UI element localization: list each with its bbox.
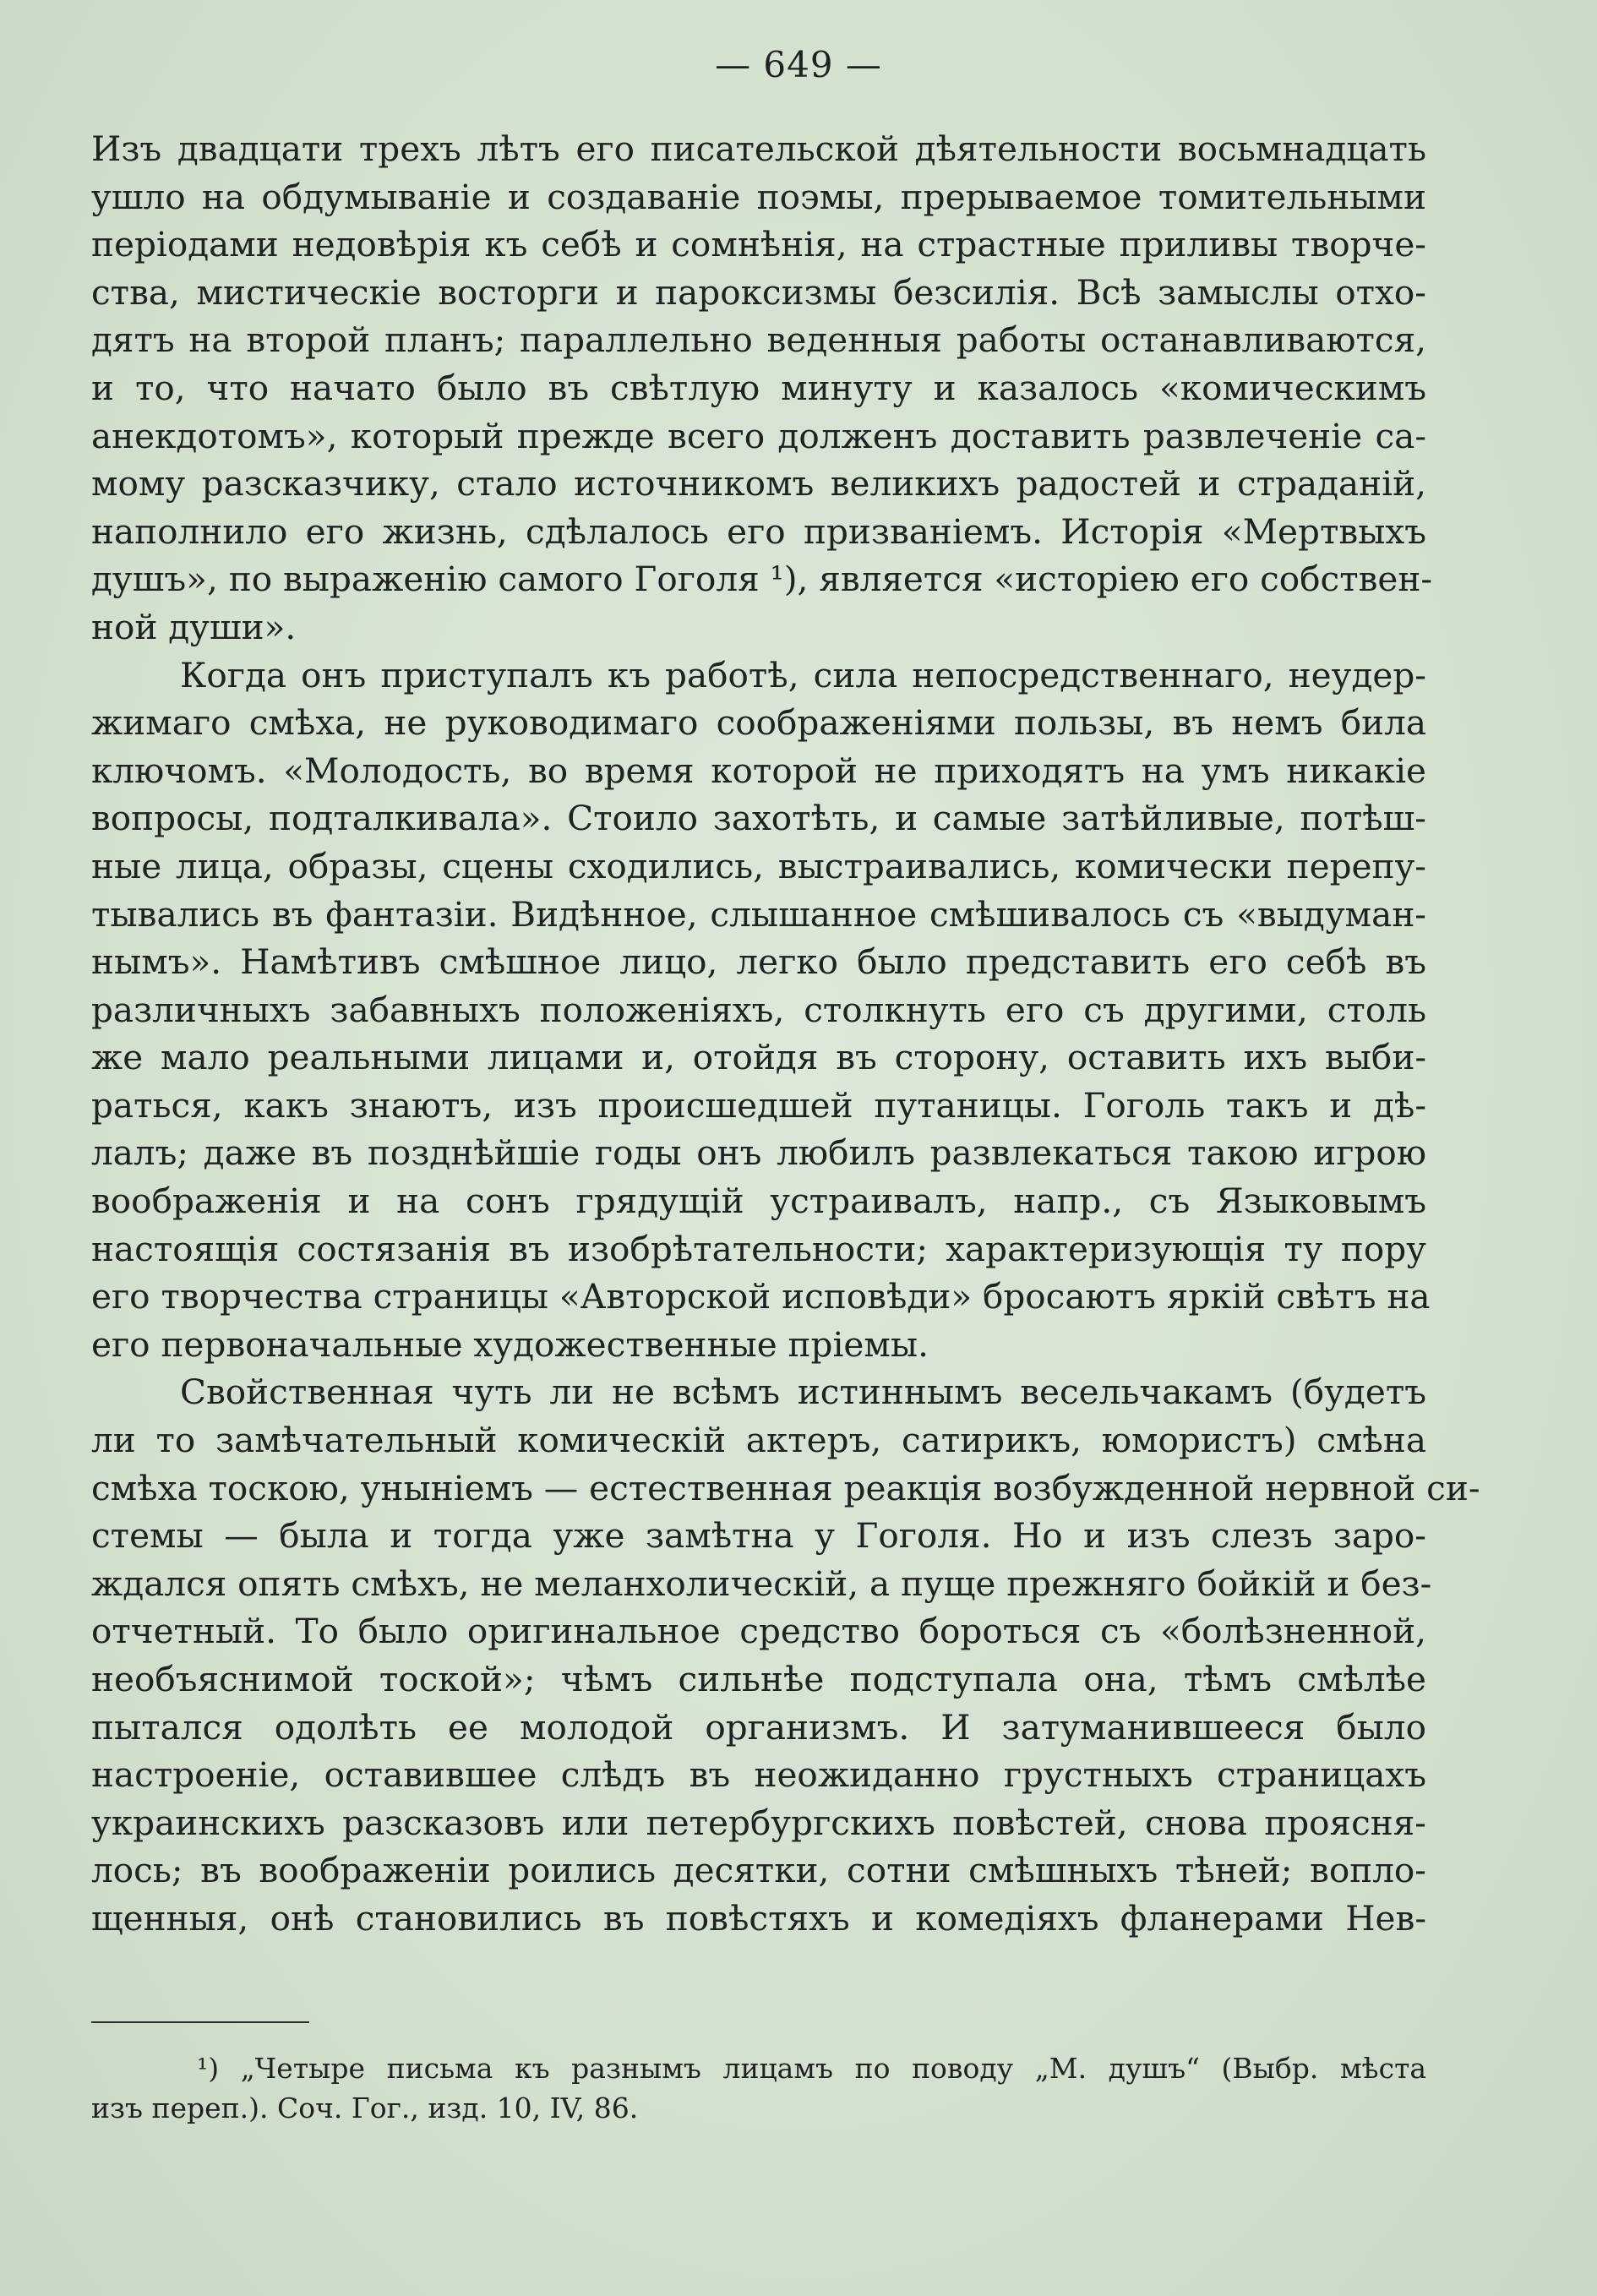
text-line: настоящія состязанія въ изобрѣтательности; характеризующія ту пору (91, 1228, 1426, 1269)
text-line: Когда онъ приступалъ къ работѣ, сила непосредственнаго, неудер- (180, 654, 1426, 695)
text-line: ждался опять смѣхъ, не меланхолическій, а пуще прежняго бойкій и без- (91, 1562, 1432, 1604)
footnote-line: ¹) „Четыре письма къ разнымъ лицамъ по поводу „М. душъ“ (Выбр. мѣста (197, 2052, 1426, 2085)
text-line: наполнило его жизнь, сдѣлалось его призваніемъ. Исторія «Мертвыхъ (91, 510, 1426, 552)
text-line: ной души». (91, 606, 297, 647)
text-line: ушло на обдумываніе и создаваніе поэмы, прерываемое томительными (91, 176, 1426, 217)
text-line: воображенія и на сонъ грядущій устраивалъ, напр., съ Языковымъ (91, 1181, 1426, 1222)
body-text (91, 125, 1480, 1943)
text-line: пытался одолѣть ее молодой организмъ. И затуманившееся было (91, 1706, 1426, 1748)
footnotes (91, 2048, 1426, 2128)
text-line: лось; въ воображеніи роились десятки, сотни смѣшныхъ тѣней; вопло- (91, 1850, 1426, 1891)
text-line: тывались въ фантазіи. Видѣнное, слышанное смѣшивалось съ «выдуман- (91, 893, 1426, 935)
text-line: ли то замѣчательный комическій актеръ, сатирикъ, юмористъ) смѣна (91, 1420, 1426, 1461)
text-line: анекдотомъ», который прежде всего долженъ доставить развлеченіе са- (91, 415, 1426, 456)
text-line: вопросы, подталкивала». Стоило захотѣть, и самые затѣйливые, потѣш- (91, 798, 1426, 839)
text-line: же мало реальными лицами и, отойдя въ сторону, оставить ихъ выби- (91, 1037, 1426, 1078)
text-line: Изъ двадцати трехъ лѣтъ его писательской дѣятельности восьмнадцать (91, 128, 1426, 169)
text-line: раться, какъ знаютъ, изъ происшедшей путаницы. Гоголь такъ и дѣ- (91, 1084, 1426, 1126)
text-line: ные лица, образы, сцены сходились, выстраивались, комически перепу- (91, 845, 1426, 886)
text-line: жимаго смѣха, не руководимаго соображеніями пользы, въ немъ била (91, 702, 1426, 744)
text-line: душъ», по выраженію самого Гоголя ¹), является «исторіею его собствен- (91, 559, 1433, 600)
text-line: его творчества страницы «Авторской исповѣди» бросаютъ яркій свѣтъ на (91, 1276, 1431, 1317)
text-line: украинскихъ разсказовъ или петербургскихъ повѣстей, снова проясня- (91, 1802, 1426, 1843)
text-line: стемы — была и тогда уже замѣтна у Гоголя. Но и изъ слезъ заро- (91, 1515, 1426, 1557)
page-number: — 649 — (715, 44, 882, 85)
text-line: щенныя, онѣ становились въ повѣстяхъ и комедіяхъ фланерами Нев- (91, 1897, 1426, 1939)
text-line: мому разсказчику, стало источникомъ великихъ радостей и страданій, (91, 463, 1426, 504)
footnote-divider (91, 2021, 309, 2023)
text-line: нымъ». Намѣтивъ смѣшное лицо, легко было представить его себѣ въ (91, 941, 1426, 983)
text-line: смѣха тоскою, уныніемъ — естественная реакція возбужденной нервной си- (91, 1467, 1480, 1508)
text-line: и то, что начато было въ свѣтлую минуту и казалось «комическимъ (91, 367, 1426, 408)
text-line: необъяснимой тоской»; чѣмъ сильнѣе подступала она, тѣмъ смѣлѣе (91, 1659, 1426, 1699)
text-line: періодами недовѣрія къ себѣ и сомнѣнія, на страстные приливы творче- (91, 224, 1426, 265)
text-line: различныхъ забавныхъ положеніяхъ, столкнуть его съ другими, столь (91, 989, 1426, 1030)
text-line: настроеніе, оставившее слѣдъ въ неожиданно грустныхъ страницахъ (91, 1754, 1426, 1796)
text-line: отчетный. То было оригинальное средство бороться съ «болѣзненной, (91, 1611, 1426, 1652)
text-line: ства, мистическіе восторги и пароксизмы безсилія. Всѣ замыслы отхо- (91, 271, 1426, 313)
text-line: Свойственная чуть ли не всѣмъ истиннымъ весельчакамъ (будетъ (180, 1372, 1426, 1413)
text-line: лалъ; даже въ позднѣйшіе годы онъ любилъ развлекаться такою игрою (91, 1132, 1426, 1174)
footnote-line: изъ переп.). Соч. Гог., изд. 10, IV, 86. (91, 2091, 639, 2124)
text-line: его первоначальные художественные пріемы. (91, 1323, 929, 1365)
text-line: дятъ на второй планъ; параллельно веденныя работы останавливаются, (91, 319, 1426, 361)
text-line: ключомъ. «Молодость, во время которой не приходятъ на умъ никакіе (91, 750, 1426, 791)
